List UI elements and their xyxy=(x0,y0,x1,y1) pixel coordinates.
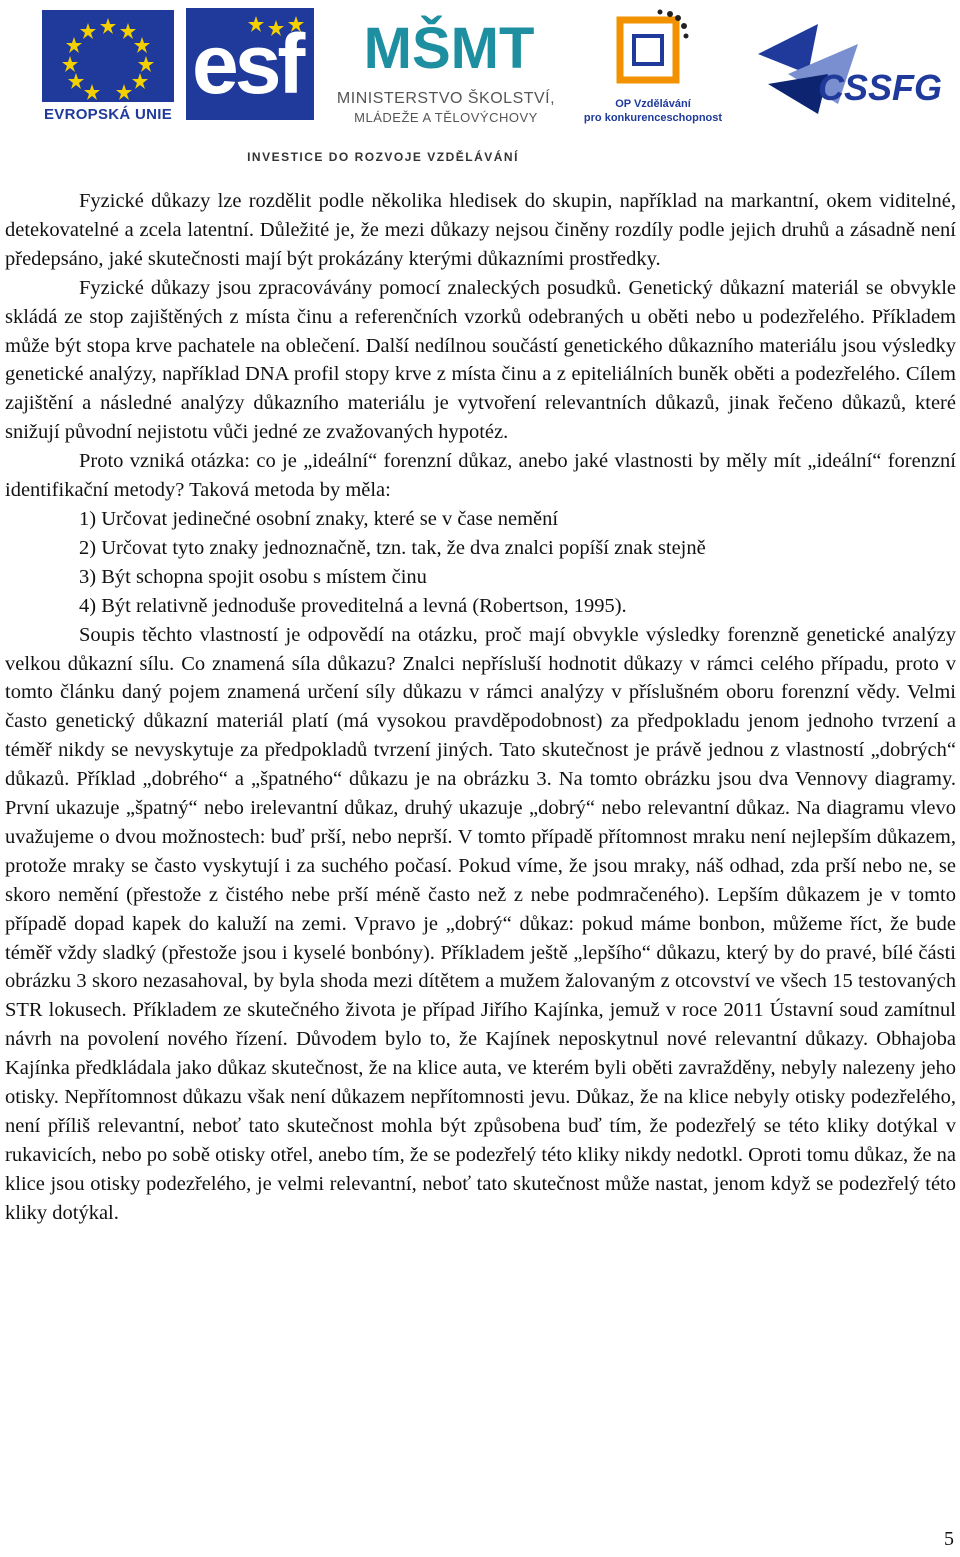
list-item: 2) Určovat tyto znaky jednoznačně, tzn. tak, že dva znalci popíší znak stejně xyxy=(79,536,706,559)
page-number: 5 xyxy=(944,1528,954,1550)
eu-flag-icon xyxy=(42,10,174,102)
header-logo-bar xyxy=(0,0,960,172)
paragraph-2: Fyzické důkazy jsou zpracovávány pomocí znaleckých posudků. Genetický důkazní materiál se obvykle skládá ze stop zajištěných z místa činu a referenčních vzorků odebraných u oběti nebo u podezřelého. Příkladem může být stopa krve pachatele na oblečení. Další nedílnou součástí genetického důkazního materiálu jsou výsledky genetické analýzy, například DNA profil stopy krve z místa činu a z epiteliálních buněk oběti a podezřelého. Cílem zajištění a následné analýzy důkazního materiálu je vytvoření relevantních důkazů, jinak řečeno důkazů, které snižují původní nejistotu vůči jedné ze zvažovaných hypotéz. xyxy=(5,276,956,444)
investice-tagline: INVESTICE DO ROZVOJE VZDĚLÁVÁNÍ xyxy=(247,150,519,164)
list-item: 4) Být relativně jednoduše proveditelná a levná (Robertson, 1995). xyxy=(79,594,627,617)
op-emblem-icon xyxy=(610,6,690,86)
paragraph-3: Proto vzniká otázka: co je „ideální“ forenzní důkaz, anebo jaké vlastnosti by měly mít „ideální“ forenzní identifikační metody? Taková metoda by měla: xyxy=(5,450,956,502)
msmt-monogram-text: MŠMT xyxy=(363,16,535,81)
eu-logo xyxy=(38,8,178,126)
op-label-line1: OP Vzdělávání xyxy=(615,98,691,110)
eu-logo-label: EVROPSKÁ UNIE xyxy=(43,106,173,123)
esf-logo xyxy=(186,8,314,120)
paragraph-1: Fyzické důkazy lze rozdělit podle několika hledisek do skupin, například na markantní, okem viditelné, detekovatelné a zcela latentní. Důležité je, že mezi důkazy nejsou činěny rozdíly podle jejich druhů a zásadně není předepsáno, jaké skutečnosti mají být prokázány kterými důkazními prostředky. xyxy=(5,190,956,270)
list-item: 1) Určovat jedinečné osobní znaky, které se v čase nemění xyxy=(79,507,559,530)
msmt-name-line1: MINISTERSTVO ŠKOLSTVÍ, xyxy=(336,90,556,107)
op-vzdelavani-logo xyxy=(578,6,728,124)
paragraph-4: Soupis těchto vlastností je odpovědí na otázku, proč mají obvykle výsledky forenzně genetické analýzy velkou důkazní sílu. Co znamená síla důkazu? Znalci nepřísluší hodnotit důkazy v rámci celého případu, proto v tomto článku daný pojem znamená určení síly důkazu v rámci analýzy v příslušném oboru forenzní vědy. Velmi často genetický důkazní materiál platí (má vysokou pravděpodobnost) za předpokladu jenom jednoho tvrzení a téměř nikdy se nevyskytuje za předpokladů tvrzení jiných. Tato skutečnost je právě jednou z vlastností „dobrých“ důkazů. Příklad „dobrého“ a „špatného“ důkazu je na obrázku 3. Na tomto obrázku jsou dva Vennovy diagramy. První ukazuje „špatný“ nebo irelevantní důkaz, druhý ukazuje „dobrý“ nebo relevantní důkaz. Na diagramu vlevo uvažujeme o dvou možnostech: buď prší, nebo neprší. V tomto případě přítomnost mraku není nejlepším důkazem, protože mraky se často vyskytují i za suchého počasí. Pokud víme, že jsou mraky, náš odhad, zda prší nebo ne, se skoro nemění (přestože z čistého nebe prší méně často než z nebe podmračeného). Lepším důkazem je v tomto případě dopad kapek do kaluží na zemi. Vpravo je „dobrý“ důkaz: pokud máme bonbon, můžeme říct, že bude téměř vždy sladký (přestože jsou i kyselé bonbóny). Příkladem ještě „lepšího“ důkazu, který by do pravé, bílé části obrázku 3 skoro nezasahoval, by byla shoda mezi dítětem a mužem žalovaným z otcovství ve všech 15 testovaných STR lokusech. Příkladem ze skutečného života je případ Jiřího Kajínka, jemuž v roce 2011 Ústavní soud zamítnul návrh na povolení nového řízení. Důvodem bylo to, že Kajínek neposkytnul nové relevantní důkazy. Obhajoba Kajínka předkládala jako důkaz skutečnost, že na klice auta, ve kterém byli oběti zavražděny, nebyly nalezeny jeho otisky. Nepřítomnost důkazu však není důkazem nepřítomnosti jevu. Důkaz, že na klice nebyly otisky podezřelého, není příliš relevantní, neboť tato skutečnost mohla být způsobena buď tím, že podezřelý se této kliky dotýkal v rukavicích, nebo po sobě otisky otřel, anebo tím, že se podezřelý této kliky nikdy nedotkl. Oproti tomu důkaz, že na klice jsou otisky podezřelého, je velmi relevantní, neboť tato skutečnost může nastat, jenom když se podezřelý této kliky dotýkal. xyxy=(5,623,956,1224)
cssfg-logo-text: CSSFG xyxy=(817,67,943,108)
msmt-name-line2: MLÁDEŽE A TĚLOVÝCHOVY xyxy=(354,110,538,125)
list-item: 3) Být schopna spojit osobu s místem činu xyxy=(79,565,427,588)
msmt-logo xyxy=(326,6,566,124)
msmt-monogram-icon xyxy=(363,6,535,86)
cssfg-emblem-icon xyxy=(748,14,948,122)
esf-logo-label: esf xyxy=(192,17,302,111)
op-label-line2: pro konkurenceschopnost xyxy=(583,112,723,124)
document-body xyxy=(5,187,956,1228)
cssfg-logo xyxy=(748,14,948,122)
